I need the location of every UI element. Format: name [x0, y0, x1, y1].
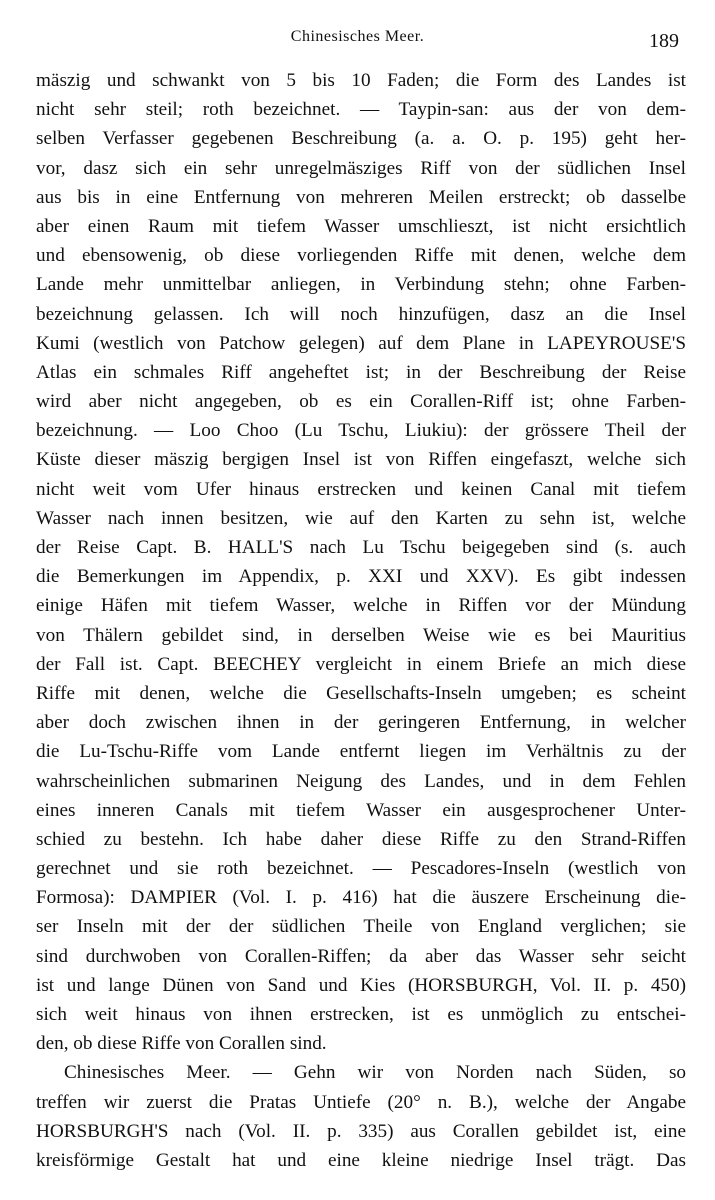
text-line: gerechnet und sie roth bezeichnet. — Pescadores-Inseln (westlich von: [36, 858, 686, 880]
text-line: treffen wir zuerst die Pratas Untiefe (20° n. B.), welche der Angabe: [36, 1091, 686, 1113]
text-line: Wasser nach innen besitzen, wie auf den Karten zu sehn ist, welche: [36, 507, 686, 529]
page-number: 189: [649, 30, 679, 52]
text-line: der Reise Capt. B. HALL'S nach Lu Tschu beigegeben sind (s. auch: [36, 537, 686, 558]
text-line: und ebensowenig, ob diese vorliegenden Riffe mit denen, welche dem: [36, 245, 686, 267]
text-line: einige Häfen mit tiefem Wasser, welche in Riffen vor der Mündung: [36, 595, 686, 617]
text-line: der Fall ist. Capt. BEECHEY vergleicht in einem Briefe an mich diese: [36, 653, 686, 675]
text-line: aus bis in eine Entfernung von mehreren Meilen erstreckt; ob dasselbe: [36, 186, 686, 208]
text-line: aber doch zwischen ihnen in der geringeren Entfernung, in welcher: [36, 712, 686, 734]
text-line: den, ob diese Riffe von Corallen sind.: [36, 1033, 327, 1055]
body-text: [36, 66, 686, 1175]
text-line: bezeichnung gelassen. Ich will noch hinzufügen, dasz an die Insel: [36, 303, 686, 325]
text-line: nicht sehr steil; roth bezeichnet. — Taypin-san: aus der von dem-: [36, 99, 686, 121]
text-line: sind durchwoben von Corallen-Riffen; da aber das Wasser sehr seicht: [36, 945, 686, 967]
text-line: aber einen Raum mit tiefem Wasser umschlieszt, ist nicht ersichtlich: [36, 215, 686, 237]
text-line: Küste dieser mäszig bergigen Insel ist von Riffen eingefaszt, welche sich: [36, 449, 686, 471]
text-line: Atlas ein schmales Riff angeheftet ist; in der Beschreibung der Reise: [36, 361, 686, 383]
text-line: die Bemerkungen im Appendix, p. XXI und XXV). Es gibt indessen: [36, 566, 686, 588]
text-line: ser Inseln mit der der südlichen Theile von England verglichen; sie: [36, 916, 686, 938]
text-line: nicht weit vom Ufer hinaus erstrecken und keinen Canal mit tiefem: [36, 478, 686, 500]
text-line: Riffe mit denen, welche die Gesellschafts-Inseln umgeben; es scheint: [36, 682, 686, 704]
text-line: wird aber nicht angegeben, ob es ein Corallen-Riff ist; ohne Farben-: [36, 391, 686, 413]
text-line: bezeichnung. — Loo Choo (Lu Tschu, Liukiu): der grössere Theil der: [36, 420, 686, 442]
text-line: Formosa): DAMPIER (Vol. I. p. 416) hat die äuszere Erscheinung die-: [36, 887, 686, 909]
text-line: Kumi (westlich von Patchow gelegen) auf dem Plane in LAPEYROUSE'S: [36, 332, 686, 354]
text-line: wahrscheinlichen submarinen Neigung des Landes, und in dem Fehlen: [36, 770, 686, 792]
text-line: Lande mehr unmittelbar anliegen, in Verbindung stehn; ohne Farben-: [36, 274, 686, 296]
text-line: die Lu-Tschu-Riffe vom Lande entfernt liegen im Verhältnis zu der: [36, 741, 686, 763]
text-line: sich weit hinaus von ihnen erstrecken, ist es unmöglich zu entschei-: [36, 1004, 686, 1025]
text-line: selben Verfasser gegebenen Beschreibung (a. a. O. p. 195) geht her-: [36, 128, 686, 150]
text-line: schied zu bestehn. Ich habe daher diese Riffe zu den Strand-Riffen: [36, 828, 686, 850]
text-line: HORSBURGH'S nach (Vol. II. p. 335) aus Corallen gebildet ist, eine: [36, 1120, 686, 1142]
text-line: vor, dasz sich ein sehr unregelmäsziges Riff von der südlichen Insel: [36, 157, 686, 179]
text-line: kreisförmige Gestalt hat und eine kleine niedrige Insel trägt. Das: [36, 1149, 686, 1171]
text-line: mäszig und schwankt von 5 bis 10 Faden; die Form des Landes ist: [36, 70, 686, 91]
running-title: Chinesisches Meer.: [290, 28, 425, 45]
text-line: eines inneren Canals mit tiefem Wasser ein ausgesprochener Unter-: [36, 799, 686, 821]
text-line: ist und lange Dünen von Sand und Kies (HORSBURGH, Vol. II. p. 450): [36, 974, 686, 996]
running-head: [0, 24, 715, 54]
text-line: von Thälern gebildet sind, in derselben Weise wie es bei Mauritius: [36, 624, 686, 646]
text-line: Chinesisches Meer. — Gehn wir von Norden nach Süden, so: [64, 1062, 686, 1084]
